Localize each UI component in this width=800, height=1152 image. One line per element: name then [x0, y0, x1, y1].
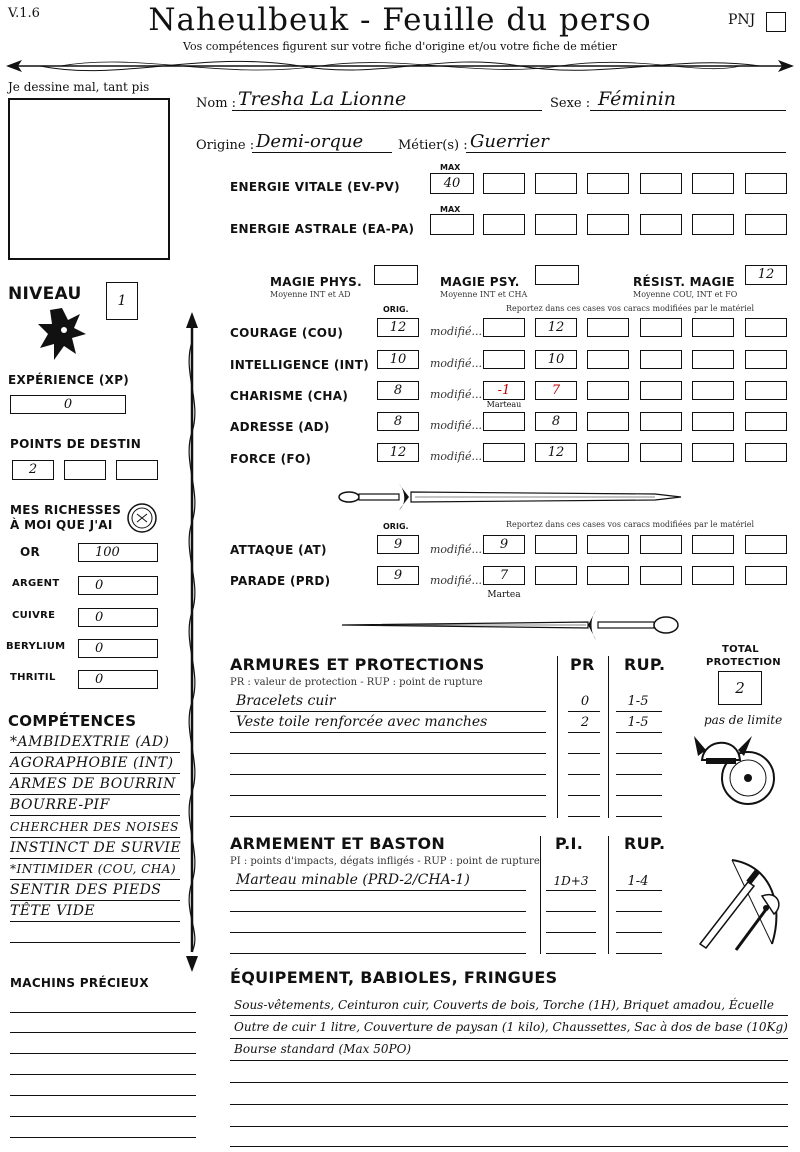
equipement-line	[230, 1126, 788, 1127]
arme-line	[230, 932, 526, 933]
armure-line	[230, 795, 546, 796]
arme-line	[616, 911, 662, 912]
armure-pr[interactable]: 2	[580, 715, 590, 730]
arme-line	[616, 953, 662, 954]
armure-line	[568, 753, 600, 754]
arme-line	[616, 932, 662, 933]
armure-line	[616, 774, 662, 775]
carac-box-cou-7[interactable]	[745, 318, 787, 337]
ea-box-7[interactable]	[745, 214, 787, 235]
carac-box-fo-7[interactable]	[745, 443, 787, 462]
competence-item[interactable]: *INTIMIDER (COU, CHA)	[10, 862, 177, 876]
competence-item[interactable]: TÊTE VIDE	[10, 903, 96, 919]
carac-val-int[interactable]: 10	[535, 350, 577, 369]
carac-modifie-fo: modifié...	[430, 450, 482, 463]
cuivre-box[interactable]: 0	[78, 608, 158, 627]
competence-line	[10, 815, 180, 816]
machins-line	[10, 1053, 196, 1054]
niveau-label: NIVEAU	[8, 284, 82, 304]
parade-box-5[interactable]	[640, 566, 682, 585]
armures-divider-1	[557, 656, 558, 818]
carac-box-int-5[interactable]	[640, 350, 682, 369]
caracs-note: Reportez dans ces cases vos caracs modifiées par le matériel	[506, 304, 755, 313]
nom-value[interactable]: Tresha La Lionne	[238, 88, 407, 110]
richesses-label-line2: À MOI QUE J'AI	[10, 518, 113, 532]
ea-max-box[interactable]	[430, 214, 474, 235]
carac-box-int-6[interactable]	[692, 350, 734, 369]
carac-label-ad: ADRESSE (AD)	[230, 420, 330, 434]
machins-line	[10, 1032, 196, 1033]
berylium-box[interactable]: 0	[78, 639, 158, 658]
machins-title: MACHINS PRÉCIEUX	[10, 976, 149, 990]
carac-label-cha: CHARISME (CHA)	[230, 389, 349, 403]
resist-magie-label: RÉSIST. MAGIE	[633, 275, 735, 289]
armure-line	[616, 816, 662, 817]
armures-col-rup: RUP.	[624, 655, 666, 674]
resist-magie-box[interactable]: 12	[745, 265, 787, 285]
ev-max-box[interactable]: 40	[430, 173, 474, 194]
dragon-icon	[34, 304, 90, 364]
carac-label-fo: FORCE (FO)	[230, 452, 312, 466]
parade-under: Martea	[487, 590, 521, 600]
carac-mod-cou[interactable]	[483, 318, 525, 337]
carac-modifie-cou: modifié...	[430, 325, 482, 338]
combat-orig-label: ORIG.	[383, 522, 409, 531]
argent-box[interactable]: 0	[78, 576, 158, 595]
competence-line	[10, 921, 180, 922]
arme-line	[230, 911, 526, 912]
ev-box-4[interactable]	[587, 173, 629, 194]
carac-mod-ad[interactable]	[483, 412, 525, 431]
niveau-box[interactable]: 1	[106, 282, 138, 320]
parade-box-3[interactable]	[535, 566, 577, 585]
attaque-box-3[interactable]	[535, 535, 577, 554]
armement-divider-1	[540, 836, 541, 954]
experience-label: EXPÉRIENCE (XP)	[8, 373, 130, 387]
armure-line	[616, 753, 662, 754]
carac-val-ad[interactable]: 8	[535, 412, 577, 431]
ea-label: ENERGIE ASTRALE (EA-PA)	[230, 222, 415, 236]
magie-psy-label: MAGIE PSY.	[440, 275, 520, 289]
sexe-underline	[590, 110, 786, 111]
experience-box[interactable]: 0	[10, 395, 126, 414]
magie-phys-note: Moyenne INT et AD	[270, 290, 351, 299]
sheet-title: Naheulbeuk - Feuille du perso	[148, 2, 652, 38]
carac-label-cou: COURAGE (COU)	[230, 326, 344, 340]
armure-rup[interactable]: 1-5	[627, 715, 649, 730]
armure-name[interactable]: Veste toile renforcée avec manches	[236, 714, 488, 730]
armement-col-pi: P.I.	[555, 834, 584, 853]
equipement-line	[230, 1104, 788, 1105]
equipement-line	[230, 1038, 788, 1039]
thritil-box[interactable]: 0	[78, 670, 158, 689]
or-box[interactable]: 100	[78, 543, 158, 562]
thritil-label: THRITIL	[10, 672, 56, 683]
armure-rup[interactable]: 1-5	[627, 694, 649, 709]
carac-orig-cha[interactable]: 8	[377, 381, 419, 400]
sword-ornament	[335, 480, 685, 514]
ev-max-label: MAX	[440, 163, 461, 172]
equipement-line-text[interactable]: Outre de cuir 1 litre, Couverture de paysan (1 kilo), Chaussettes, Sac à dos de base (10Kg)	[234, 1020, 788, 1034]
carac-val-cha[interactable]: 7	[535, 381, 577, 400]
destin-box-3[interactable]	[116, 460, 158, 480]
magie-psy-box[interactable]	[535, 265, 579, 285]
carac-box-int-7[interactable]	[745, 350, 787, 369]
armures-col-pr: PR	[570, 655, 595, 674]
arme-line	[546, 932, 596, 933]
nom-underline	[232, 110, 542, 111]
armures-title: ARMURES ET PROTECTIONS	[230, 655, 485, 674]
competence-item[interactable]: INSTINCT DE SURVIE	[10, 840, 182, 856]
arme-rup[interactable]: 1-4	[627, 874, 649, 889]
carac-val-fo[interactable]: 12	[535, 443, 577, 462]
arme-pi[interactable]: 1D+3	[553, 874, 589, 888]
carac-box-ad-5[interactable]	[640, 412, 682, 431]
competence-line	[10, 879, 180, 880]
berylium-label: BERYLIUM	[6, 641, 66, 652]
competence-line	[10, 794, 180, 795]
ea-box-5[interactable]	[640, 214, 682, 235]
ea-box-2[interactable]	[483, 214, 525, 235]
arme-line	[230, 890, 526, 891]
machins-line	[10, 1095, 196, 1096]
equipement-line-text[interactable]: Bourse standard (Max 50PO)	[234, 1042, 412, 1056]
competence-line	[10, 773, 180, 774]
carac-box-cou-4[interactable]	[587, 318, 629, 337]
ev-label: ENERGIE VITALE (EV-PV)	[230, 180, 400, 194]
destin-box-1[interactable]: 2	[12, 460, 54, 480]
ev-box-3[interactable]	[535, 173, 577, 194]
arme-name[interactable]: Marteau minable (PRD-2/CHA-1)	[236, 872, 470, 888]
ev-box-5[interactable]	[640, 173, 682, 194]
attaque-orig[interactable]: 9	[377, 535, 419, 554]
pas-de-limite-label: pas de limite	[704, 713, 783, 727]
carac-box-int-4[interactable]	[587, 350, 629, 369]
carac-modifie-cha: modifié...	[430, 388, 482, 401]
ea-box-6[interactable]	[692, 214, 734, 235]
argent-label: ARGENT	[12, 578, 60, 589]
origine-underline	[252, 152, 392, 153]
armure-line	[568, 816, 600, 817]
attaque-box-4[interactable]	[587, 535, 629, 554]
competence-line	[10, 858, 180, 859]
portrait-frame[interactable]	[8, 98, 170, 260]
equipement-line	[230, 1146, 788, 1147]
weapons-icon	[692, 856, 792, 956]
ev-box-2[interactable]	[483, 173, 525, 194]
competence-item[interactable]: CHERCHER DES NOISES	[10, 820, 179, 834]
armure-line	[616, 711, 662, 712]
armures-subtitle: PR : valeur de protection - RUP : point de rupture	[230, 677, 483, 688]
carac-box-ad-6[interactable]	[692, 412, 734, 431]
staff-ornament	[180, 312, 204, 972]
or-label: OR	[20, 545, 41, 559]
attaque-val[interactable]: 9	[483, 535, 525, 554]
carac-val-cou[interactable]: 12	[535, 318, 577, 337]
carac-box-cha-4[interactable]	[587, 381, 629, 400]
ea-box-3[interactable]	[535, 214, 577, 235]
attaque-box-6[interactable]	[692, 535, 734, 554]
armures-divider-2	[608, 656, 609, 818]
version-label: V.1.6	[8, 6, 40, 21]
parade-box-7[interactable]	[745, 566, 787, 585]
equipement-line-text[interactable]: Sous-vêtements, Ceinturon cuir, Couverts de bois, Torche (1H), Briquet amadou, Écuelle	[234, 998, 774, 1012]
competence-item[interactable]: *AMBIDEXTRIE (AD)	[10, 734, 170, 750]
armure-name[interactable]: Bracelets cuir	[236, 693, 336, 709]
carac-label-int: INTELLIGENCE (INT)	[230, 358, 369, 372]
armure-pr[interactable]: 0	[580, 694, 590, 709]
parade-orig[interactable]: 9	[377, 566, 419, 585]
portrait-label: Je dessine mal, tant pis	[8, 80, 150, 94]
armure-line	[616, 732, 662, 733]
resist-magie-note: Moyenne COU, INT et FO	[633, 290, 738, 299]
carac-mod-fo[interactable]	[483, 443, 525, 462]
parade-box-6[interactable]	[692, 566, 734, 585]
carac-mod-int[interactable]	[483, 350, 525, 369]
machins-line	[10, 1116, 196, 1117]
ea-box-4[interactable]	[587, 214, 629, 235]
metier-value[interactable]: Guerrier	[470, 131, 549, 152]
armure-line	[230, 732, 546, 733]
sheet-subtitle: Vos compétences figurent sur votre fiche d'origine et/ou votre fiche de métier	[183, 40, 617, 53]
parade-label: PARADE (PRD)	[230, 574, 331, 588]
total-protection-box[interactable]: 2	[718, 671, 762, 705]
parade-val[interactable]: 7	[483, 566, 525, 585]
carac-orig-cou[interactable]: 12	[377, 318, 419, 337]
equipement-line	[230, 1060, 788, 1061]
competences-title: COMPÉTENCES	[8, 712, 137, 730]
magie-psy-note: Moyenne INT et CHA	[440, 290, 528, 299]
sword-ornament-2	[338, 608, 688, 642]
arme-line	[546, 890, 596, 891]
armement-col-rup: RUP.	[624, 834, 666, 853]
arme-line	[230, 953, 526, 954]
sexe-value[interactable]: Féminin	[598, 88, 677, 110]
competence-item[interactable]: SENTIR DES PIEDS	[10, 882, 162, 898]
carac-box-cha-5[interactable]	[640, 381, 682, 400]
metier-underline	[466, 152, 786, 153]
competence-item[interactable]: BOURRE-PIF	[10, 797, 110, 813]
equipement-line	[230, 1082, 788, 1083]
parade-modifie: modifié...	[430, 574, 482, 587]
competence-line	[10, 752, 180, 753]
equipement-title: ÉQUIPEMENT, BABIOLES, FRINGUES	[230, 968, 558, 987]
competence-line	[10, 900, 180, 901]
machins-line	[10, 1137, 196, 1138]
armure-line	[568, 732, 600, 733]
total-protection-label-2: PROTECTION	[706, 657, 781, 668]
coin-icon	[126, 502, 158, 534]
carac-orig-int[interactable]: 10	[377, 350, 419, 369]
pnj-label: PNJ	[728, 12, 756, 28]
origine-value[interactable]: Demi-orque	[256, 131, 364, 152]
metier-label: Métier(s) :	[398, 138, 468, 153]
total-protection-label-1: TOTAL	[722, 644, 759, 655]
machins-line	[10, 1012, 196, 1013]
armement-divider-2	[608, 836, 609, 954]
ev-box-6[interactable]	[692, 173, 734, 194]
arme-line	[546, 953, 596, 954]
cuivre-label: CUIVRE	[12, 610, 56, 621]
armure-line	[230, 711, 546, 712]
caracs-orig-label: ORIG.	[383, 305, 409, 314]
attaque-box-7[interactable]	[745, 535, 787, 554]
carac-under-cha: Marteau	[486, 400, 522, 409]
equipement-line	[230, 1015, 788, 1016]
machins-line	[10, 1074, 196, 1075]
carac-box-ad-7[interactable]	[745, 412, 787, 431]
helmet-shield-icon	[694, 728, 778, 814]
nom-label: Nom :	[196, 96, 237, 111]
destin-label: POINTS DE DESTIN	[10, 437, 142, 451]
carac-mod-cha[interactable]: -1	[483, 381, 525, 400]
carac-orig-fo[interactable]: 12	[377, 443, 419, 462]
attaque-modifie: modifié...	[430, 543, 482, 556]
carac-box-fo-6[interactable]	[692, 443, 734, 462]
armure-line	[230, 816, 546, 817]
carac-box-fo-5[interactable]	[640, 443, 682, 462]
arme-line	[546, 911, 596, 912]
carac-box-cou-5[interactable]	[640, 318, 682, 337]
armure-line	[616, 795, 662, 796]
armure-line	[568, 774, 600, 775]
arme-line	[616, 890, 662, 891]
ev-box-7[interactable]	[745, 173, 787, 194]
armure-line	[568, 795, 600, 796]
attaque-label: ATTAQUE (AT)	[230, 543, 327, 557]
magie-phys-box[interactable]	[374, 265, 418, 285]
attaque-box-5[interactable]	[640, 535, 682, 554]
competence-item[interactable]: AGORAPHOBIE (INT)	[10, 755, 174, 771]
carac-modifie-ad: modifié...	[430, 419, 482, 432]
sexe-label: Sexe :	[550, 96, 591, 111]
carac-orig-ad[interactable]: 8	[377, 412, 419, 431]
carac-box-fo-4[interactable]	[587, 443, 629, 462]
magie-phys-label: MAGIE PHYS.	[270, 275, 362, 289]
ea-max-label: MAX	[440, 205, 461, 214]
competence-line	[10, 837, 180, 838]
pnj-checkbox[interactable]	[766, 12, 786, 32]
richesses-label-line1: MES RICHESSES	[10, 503, 122, 517]
carac-box-cou-6[interactable]	[692, 318, 734, 337]
carac-box-cha-6[interactable]	[692, 381, 734, 400]
armure-line	[230, 774, 546, 775]
parade-box-4[interactable]	[587, 566, 629, 585]
competence-item[interactable]: ARMES DE BOURRIN	[10, 776, 176, 792]
armure-line	[230, 753, 546, 754]
armement-title: ARMEMENT ET BASTON	[230, 834, 446, 853]
destin-box-2[interactable]	[64, 460, 106, 480]
carac-box-ad-4[interactable]	[587, 412, 629, 431]
combat-note: Reportez dans ces cases vos caracs modifiées par le matériel	[506, 520, 755, 529]
carac-modifie-int: modifié...	[430, 357, 482, 370]
armement-subtitle: PI : points d'impacts, dégats infligés - RUP : point de rupture	[230, 856, 540, 867]
carac-box-cha-7[interactable]	[745, 381, 787, 400]
armure-line	[568, 711, 600, 712]
competence-line	[10, 942, 180, 943]
origine-label: Origine :	[196, 138, 255, 153]
